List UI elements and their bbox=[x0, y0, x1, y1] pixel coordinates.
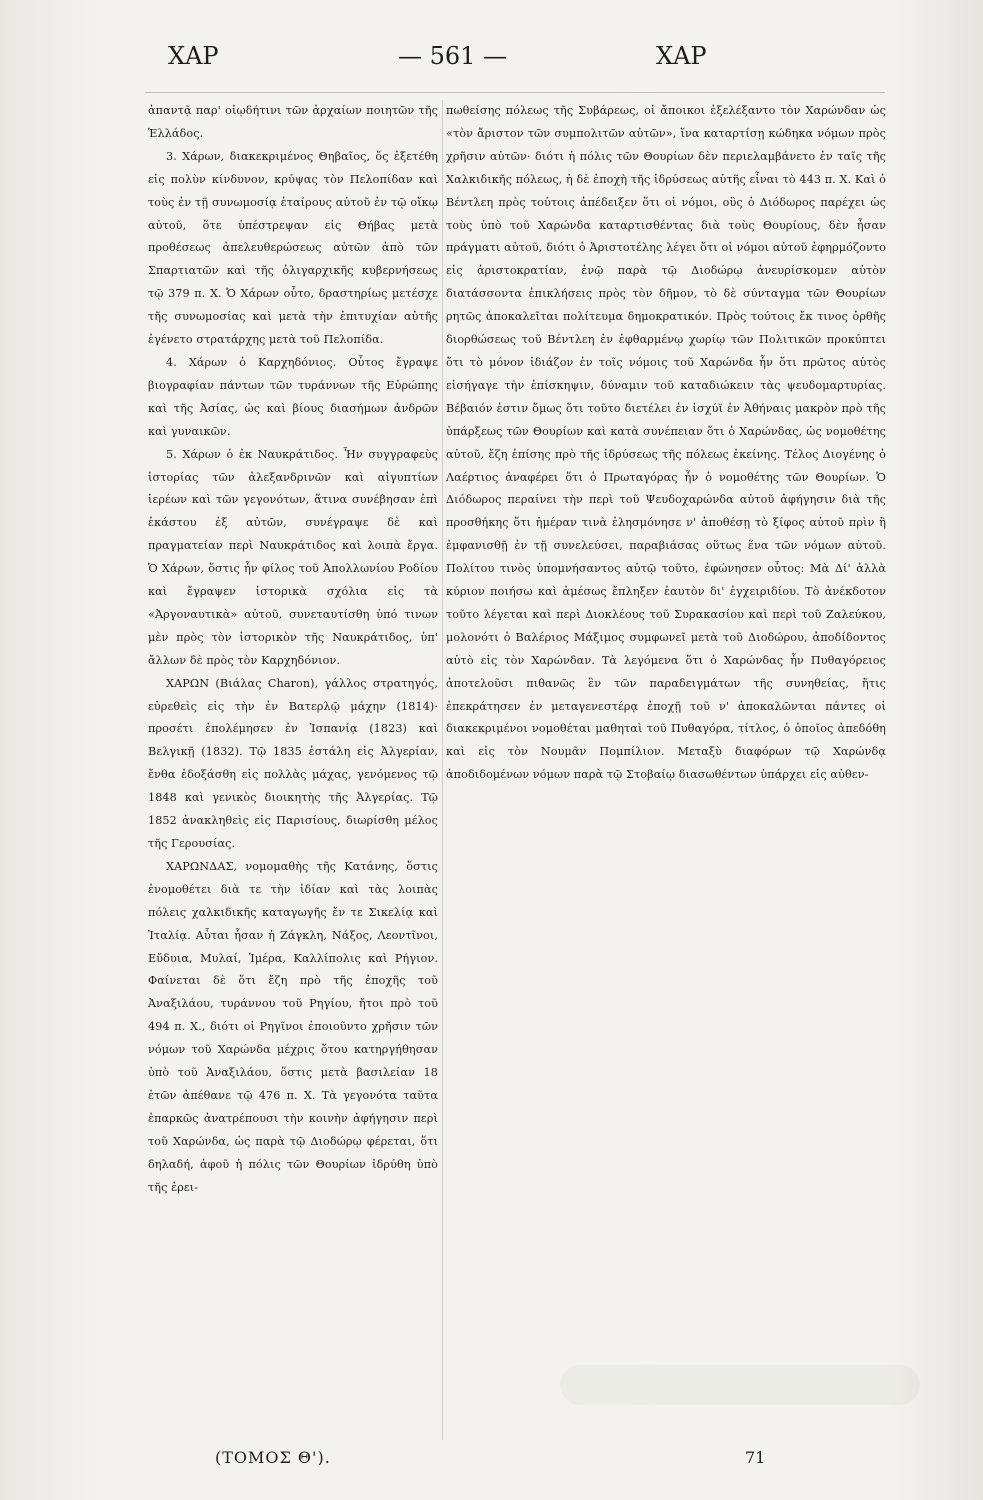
paragraph: 5. Χάρων ὁ ἐκ Ναυκράτιδος. Ἦν συγγραφεὺς ἱστορίας τῶν ἀλεξανδρινῶν καὶ αἰγυπτίων ἱερέων καὶ τῶν γεγονότων, ἅτινα συνέβησαν ἐπὶ ἑκάστου ἐξ αὐτῶν, συνέγραψε δὲ καὶ πραγματείαν περὶ Ναυκράτιδος καὶ λοιπὰ ἔργα. Ὁ Χάρων, ὅστις ἦν φίλος τοῦ Ἀπολλωνίου Ροδίου καὶ ἔγραψεν ἱστορικὰ σχόλια εἰς τὰ «Ἀργοναυτικὰ» αὐτοῦ, συνεταυτίσθη ὑπό τινων μὲν πρὸς τὸν ἱστορικὸν τῆς Ναυκράτιδος, ὑπ' ἄλλων δὲ πρὸς τὸν Καρχηδόνιον. bbox=[148, 447, 438, 667]
paragraph: ΧΑΡΩΝΔΑΣ, νομομαθὴς τῆς Κατάνης, ὅστις ἐνομοθέτει διὰ τε τὴν ἰδίαν καὶ τὰς λοιπὰς πόλεις χαλκιδικῆς καταγωγῆς ἔν τε Σικελίᾳ καὶ Ἰταλίᾳ. Αὗται ἦσαν ἡ Ζάγκλη, Νάξος, Λεοντῖνοι, Εὔδυια, Μυλαί, Ἱμέρα, Καλλίπολις καὶ Ρήγιον. Φαίνεται δὲ ὅτι ἔζη πρὸ τῆς ἐποχῆς τοῦ Ἀναξιλάου, τυράννου τοῦ Ρηγίου, ἤτοι πρὸ τοῦ 494 π. Χ., διότι οἱ Ρηγῖνοι ἐποιοῦντο χρῆσιν τῶν νόμων τοῦ Χαρώνδα μέχρις ὅτου κατηργήθησαν ὑπὸ τοῦ Ἀναξιλάου, ὅστις μετὰ βασιλείαν 18 ἐτῶν ἀπέθανε τῷ 476 π. Χ. Τὰ γεγονότα ταῦτα ἐπαρκῶς ἀνατρέπουσι τὴν κοινὴν ἀφήγησιν περὶ τοῦ Χαρώνδα, ὡς παρὰ τῷ Διοδώρῳ φέρεται, ὅτι δηλαδή, ἀφοῦ ἡ πόλις τῶν Θουρίων ἱδρύθη ὑπὸ τῆς ἐρει- bbox=[148, 859, 438, 1194]
signature-mark: 71 bbox=[745, 1448, 766, 1467]
paragraph: 4. Χάρων ὁ Καρχηδόνιος. Οὗτος ἔγραψε βιογραφίαν πάντων τῶν τυράννων τῆς Εὐρώπης καὶ τῆς Ἀσίας, ὡς καὶ βίους διασήμων ἀνδρῶν καὶ γυναικῶν. bbox=[148, 355, 438, 438]
right-column bbox=[446, 100, 886, 787]
header-rule bbox=[145, 92, 885, 93]
volume-mark: (ΤΟΜΟΣ Θ'). bbox=[215, 1448, 331, 1467]
paragraph: ἀπαντᾷ παρ' οἱῳδήτινι τῶν ἀρχαίων ποιητῶν τῆς Ἑλλάδος. bbox=[148, 104, 438, 140]
running-headword-left: ΧΑΡ bbox=[168, 42, 219, 70]
paragraph: ΧΑΡΩΝ (Βιάλας Charon), γάλλος στρατηγός, εὑρεθεὶς εἰς τὴν ἐν Βατερλῷ μάχην (1814)· προσέτι ἐπολέμησεν ἐν Ἱσπανίᾳ (1823) καὶ Βελγικῇ (1832). Τῷ 1835 ἐστάλη εἰς Ἀλγερίαν, ἔνθα ἐδοξάσθη εἰς πολλὰς μάχας, γενόμενος τῷ 1848 καὶ γενικὸς διοικητὴς τῆς Ἀλγερίας. Τῷ 1852 ἀνακληθεὶς εἰς Παρισίους, διωρίσθη μέλος τῆς Γερουσίας. bbox=[148, 676, 438, 850]
page-header bbox=[168, 42, 728, 82]
page-number: — 561 — bbox=[398, 42, 508, 70]
running-headword-right: ΧΑΡ bbox=[656, 42, 707, 70]
paper-stain bbox=[560, 1365, 920, 1405]
column-divider bbox=[442, 100, 443, 1440]
paragraph: πωθείσης πόλεως τῆς Συβάρεως, οἱ ἄποικοι ἐξελέξαντο τὸν Χαρώνδαν ὡς «τὸν ἄριστον τῶν συμπολιτῶν αὐτῶν», ἵνα καταρτίσῃ κώδηκα νόμων πρὸς χρῆσιν αὐτῶν· διότι ἡ πόλις τῶν Θουρίων δὲν περιελαμβάνετο ἐν ταῖς τῆς Χαλκιδικῆς πόλεως, ἡ δὲ ἐποχὴ τῆς ἱδρύσεως αὐτῆς εἶναι τὸ 443 π. Χ. Καὶ ὁ Βέντλεη πρὸς τούτοις ἀπέδειξεν ὅτι οἱ νόμοι, οὓς ὁ Διόδωρος παρέχει ὡς τοὺς ὑπὸ τοῦ Χαρώνδα καταρτισθέντας διὰ τοὺς Θουρίους, δὲν ἦσαν πράγματι αὐτοῦ, διότι ὁ Ἀριστοτέλης λέγει ὅτι οἱ νόμοι αὐτοῦ ἐφηρμόζοντο εἰς ἀριστοκρατίαν, ἐνῷ παρὰ τῷ Διοδώρῳ ἀνευρίσκομεν αὐτὸν διατάσσοντα ἐπικλήσεις πρὸς τὸν δῆμον, τὸ δὲ σύνταγμα τῶν Θουρίων ρητῶς ἀποκαλεῖται πολίτευμα δημοκρατικόν. Πρὸς τούτοις ἔκ τινος ὀρθῆς διορθώσεως τοῦ Βέντλεη ἐν ἐφθαρμένῳ χωρίῳ τῶν Πολιτικῶν προκύπτει ὅτι τὸ μόνον ἰδιάζον ἐν τοῖς νόμοις τοῦ Χαρώνδα ἦν ὅτι πρῶτος αὐτὸς εἰσήγαγε τὴν ἐπίσκηψιν, δύναμιν τοῦ καταδιώκειν τὰς ψευδομαρτυρίας. Βέβαιόν ἐστιν ὅμως ὅτι τοῦτο διετέλει ἐν ἰσχύϊ ἐν Ἀθήναις μακρὸν πρὸ τῆς ὑπάρξεως τῶν Θουρίων καὶ κατὰ συνέπειαν ὅτι ὁ Χαρώνδας, ὡς νομοθέτης αὐτοῦ, ἔζη ἐπίσης πρὸ τῆς ἱδρύσεως τῆς πόλεως ἐκείνης. Τέλος Διογένης ὁ Λαέρτιος ἀναφέρει ὅτι ὁ Πρωταγόρας ἦν ὁ νομοθέτης τῶν Θουρίων. Ὁ Διόδωρος περαίνει τὴν περὶ τοῦ Ψευδοχαρώνδα αὐτοῦ ἀφήγησιν διὰ τῆς προσθήκης ὅτι ἡμέραν τινὰ ἐλησμόνησε ν' ἀποθέσῃ τὸ ξίφος αὐτοῦ πρὶν ἢ ἐμφανισθῇ ἐν τῇ συνελεύσει, παραβιάσας οὕτως ἕνα τῶν νόμων αὐτοῦ. Πολίτου τινὸς ὑπομνήσαντος αὐτῷ τοῦτο, ἐφώνησεν οὗτος: Μὰ Δί' ἀλλὰ κύριον ποιήσω καὶ ἀμέσως ἔπληξεν ἑαυτὸν δι' ἐγχειριδίου. Τὸ ἀνέκδοτον τοῦτο λέγεται καὶ περὶ Διοκλέους τοῦ Συρακασίου καὶ περὶ τοῦ Ζαλεύκου, μολονότι ὁ Βαλέριος Μάξιμος συμφωνεῖ μετὰ τοῦ Διοδώρου, ἀποδίδοντος αὐτὸ εἰς τὸν Χαρώνδαν. Τὰ λεγόμενα ὅτι ὁ Χαρώνδας ἦν Πυθαγόρειος ἀποτελοῦσι πιθανῶς ἓν τῶν παραδειγμάτων τῆς συνηθείας, ἥτις ἐπεκράτησεν ἐν μεταγενεστέρᾳ ἐποχῇ τοῦ ν' ἀποκαλῶνται πάντες οἱ διακεκριμένοι νομοθέται μαθηταὶ τοῦ Πυθαγόρα, τίτλος, ὁ ὁποῖος ἀπεδόθη καὶ εἰς τὸν Νουμᾶν Πομπίλιον. Μεταξὺ διαφόρων τῷ Χαρώνδᾳ ἀποδιδομένων νόμων παρὰ τῷ Στοβαίῳ διασωθέντων ὑπάρχει εἰς αὐθεν- bbox=[446, 104, 886, 782]
paragraph: 3. Χάρων, διακεκριμένος Θηβαῖος, ὅς ἐξετέθη εἰς πολὺν κίνδυνον, κρύψας τὸν Πελοπίδαν καὶ τοὺς ἐν τῇ συνωμοσίᾳ ἑταίρους αὐτοῦ ἐν τῷ οἴκῳ αὐτοῦ, ὅτε ὑπέστρεψαν εἰς Θήβας μετὰ προθέσεως ἀπελευθερώσεως αὐτῶν ἀπὸ τῶν Σπαρτιατῶν καὶ τῆς ὀλιγαρχικῆς κυβερνήσεως τῷ 379 π. Χ. Ὁ Χάρων οὗτο, δραστηρίως μετέσχε τῆς συνωμοσίας καὶ μετὰ τὴν ἐπιτυχίαν αὐτῆς ἐγένετο στρατάρχης μετὰ τοῦ Πελοπίδα. bbox=[148, 149, 438, 347]
left-column bbox=[148, 100, 438, 1200]
